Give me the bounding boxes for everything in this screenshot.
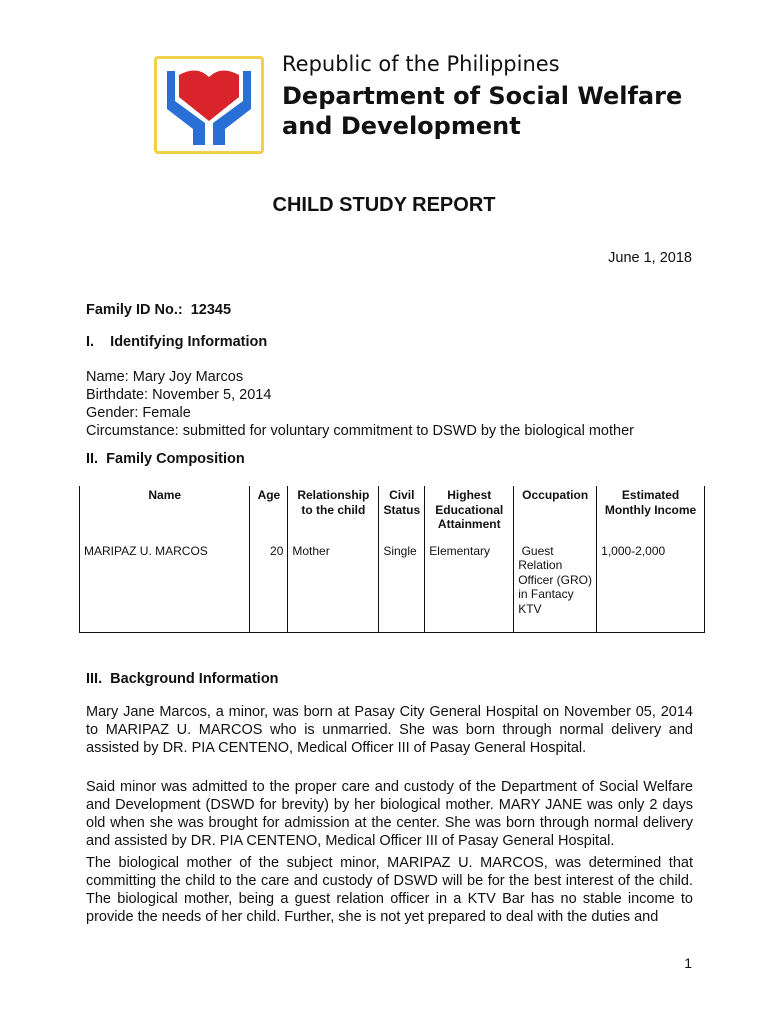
background-paragraph-1: Mary Jane Marcos, a minor, was born at Pasay City General Hospital on November 05, 2014 to MARIPAZ U. MARCOS who is unmarried. She was born through normal delivery and assisted by DR. PIA CENTENO, Medical Officer III of Pasay General Hospital. — [86, 704, 693, 756]
background-paragraph-3: The biological mother of the subject minor, MARIPAZ U. MARCOS, was determined that committing the child to the care and custody of DSWD will be for the best interest of the child. The biological mother, being a guest relation officer in a KTV Bar has no stable income to provide the needs of her child. Further, she is not yet prepared to deal with the duties and — [86, 855, 693, 925]
col-civil-status: Civil Status — [379, 486, 425, 540]
col-relationship: Relationship to the child — [288, 486, 379, 540]
report-date: June 1, 2018 — [608, 250, 692, 266]
cell-occupation: Guest Relation Officer (GRO) in Fantacy KTV — [514, 540, 597, 633]
header-department: Department of Social Welfare — [282, 82, 683, 110]
col-education: Highest Educational Attainment — [425, 486, 514, 540]
header-department-2: and Development — [282, 112, 521, 140]
section-background: III. Background Information — [86, 671, 279, 687]
header-republic: Republic of the Philippines — [282, 52, 560, 76]
child-gender: Gender: Female — [86, 405, 191, 421]
cell-relationship: Mother — [288, 540, 379, 633]
cell-age: 20 — [250, 540, 288, 633]
cell-name: MARIPAZ U. MARCOS — [80, 540, 250, 633]
dswd-logo — [154, 56, 264, 154]
child-circumstance: Circumstance: submitted for voluntary commitment to DSWD by the biological mother — [86, 423, 634, 439]
page-number: 1 — [684, 955, 692, 971]
section-identifying: I. Identifying Information — [86, 334, 268, 350]
identifying-info — [86, 368, 634, 440]
child-birthdate: Birthdate: November 5, 2014 — [86, 387, 272, 403]
col-name: Name — [80, 486, 250, 540]
col-income: Estimated Monthly Income — [597, 486, 705, 540]
family-id: Family ID No.: 12345 — [86, 302, 232, 318]
col-occupation: Occupation — [514, 486, 597, 540]
background-paragraph-2: Said minor was admitted to the proper care and custody of the Department of Social Welfare and Development (DSWD for brevity) by her biological mother. MARY JANE was only 2 days old when she was brought for admission at the center. She was born through normal delivery and assisted by DR. PIA CENTENO, Medical Officer III of Pasay General Hospital. — [86, 779, 693, 849]
child-name: Name: Mary Joy Marcos — [86, 369, 244, 385]
cell-education: Elementary — [425, 540, 514, 633]
family-composition-table — [79, 486, 705, 633]
section-family: II. Family Composition — [86, 451, 245, 467]
col-age: Age — [250, 486, 288, 540]
cell-income: 1,000-2,000 — [597, 540, 705, 633]
cell-civil-status: Single — [379, 540, 425, 633]
report-title: CHILD STUDY REPORT — [272, 194, 496, 216]
table-row — [80, 540, 705, 633]
